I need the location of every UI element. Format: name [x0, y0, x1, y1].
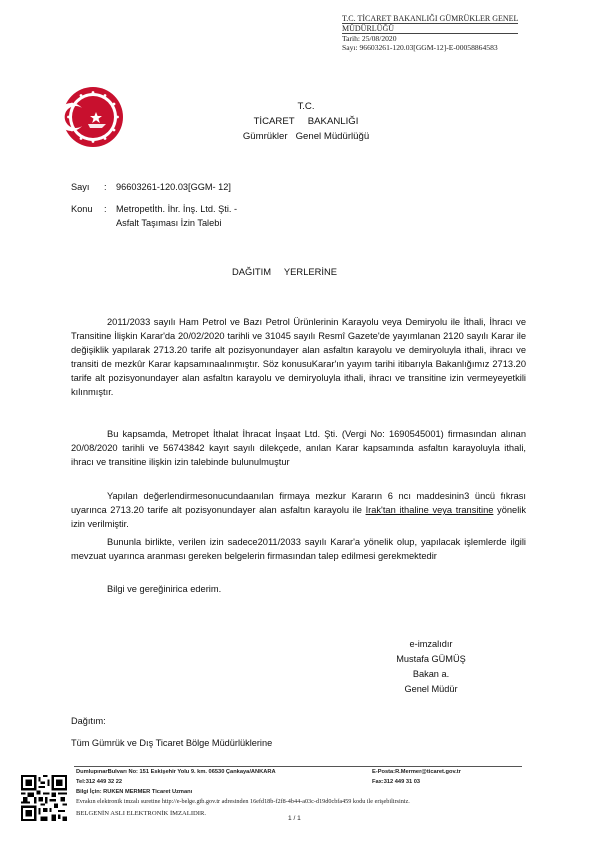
signature-block	[376, 637, 486, 697]
paragraph-3-underlined: Irak'tan ithaline veya transitine	[365, 505, 494, 515]
signature-name: Mustafa GÜMÜŞ	[396, 654, 466, 664]
signature-title: Genel Müdür	[404, 684, 458, 694]
signature-e-signed: e-imzalıdır	[409, 639, 453, 649]
distribution-title: DAĞITIM YERLERİNE	[232, 266, 338, 277]
paragraph-1: 2011/2033 sayılı Ham Petrol ve Bazı Petrol Ürünlerinin Karayolu veya Demiryolu ile İthali, İhracı ve Transitine İlişkin Karar'da 20/02/2020 tarihli ve 31045 sayılı Resmî Gazete'de yayımlanan 2120 sayılı Karar ile değişiklik yapılarak 2713.20 tarife alt pozisyonundayer alan asfaltın karayolu ve demiryoluyla ithali, ihracı ve transiti de mezkûr Karar kapsamınaalınmıştır. Söz konusuKarar'ın yayım tarihi itibarıyla Bakanlığımız 2713.20 tarife alt pozisyonundayer alan asfaltın karayolu ve demiryoluyla ithali, ihracı ve transitine izin vermeyeyetkili kılınmıştır.	[71, 317, 526, 397]
e-signature-stamp	[342, 14, 518, 52]
page-number: 1 / 1	[288, 815, 301, 822]
paragraph-2: Bu kapsamda, Metropet İthalat İhracat İnşaat Ltd. Şti. (Vergi No: 1690545001) firmasından alınan 20/08/2020 tarihli ve 56743842 kayıt sayılı dilekçede, anılan Karar kapsamında asfaltın karayoluyla ithali, ihracı ve transitine ilişkin izin talebinde bulunulmuştur	[71, 429, 526, 467]
sayi-label: Sayı	[71, 182, 90, 192]
ministry-logo-icon	[62, 86, 124, 148]
paragraph-3	[71, 489, 526, 531]
header-ministry: TİCARET BAKANLIĞI	[253, 116, 359, 127]
header-directorate: Gümrükler Genel Müdürlüğü	[242, 131, 370, 142]
paragraph-5: Bilgi ve gereğinirica ederim.	[107, 584, 222, 594]
stamp-line-1: T.C. TİCARET BAKANLIĞI GÜMRÜKLER GENEL	[342, 14, 519, 23]
stamp-number: Sayı: 96603261-120.03[GGM-12]-E-00058864583	[342, 43, 498, 52]
konu-value-line-1: Metropetİth. İhr. İnş. Ltd. Şti. -	[116, 204, 238, 214]
footer-original-note: BELGENİN ASLI ELEKTRONİK İMZALIDIR.	[76, 810, 207, 817]
footer-verification-link[interactable]: Evrakın elektronik imzalı suretine http://e-belge.gtb.gov.tr adresinden 16efd18b-f2f8-4b44-a03c-d19d0cbfa459 kodu ile erişebilirsiniz.	[76, 798, 410, 805]
stamp-line-2: MÜDÜRLÜĞÜ	[342, 24, 518, 34]
footer-phone: Tel:312 449 32 22	[76, 779, 123, 785]
distribution-label: Dağıtım:	[71, 716, 106, 726]
paragraph-3-text-b: yönelik izin verilmiştir.	[71, 505, 526, 529]
sayi-separator: :	[104, 182, 107, 192]
footer-fax: Fax:312 449 31 03	[372, 779, 421, 785]
signature-on-behalf: Bakan a.	[412, 669, 450, 679]
footer-email[interactable]: E-Posta:R.Mermer@ticaret.gov.tr	[372, 769, 461, 775]
konu-separator: :	[104, 204, 107, 214]
konu-value-line-2: Asfalt Taşıması İzin Talebi	[116, 218, 222, 228]
paragraph-3-text-a: Yapılan değerlendirmesonucundaanılan firmaya mezkur Kararın 6 ncı maddesinin3 üncü fıkrası uyarınca 2713.20 tarife alt pozisyonundayer alan asfaltın karayolu ile	[71, 491, 526, 515]
stamp-date: Tarih: 25/08/2020	[342, 34, 397, 43]
konu-label: Konu	[71, 204, 93, 214]
distribution-value: Tüm Gümrük ve Dış Ticaret Bölge Müdürlüklerine	[71, 738, 273, 748]
paragraph-4: Bununla birlikte, verilen izin sadece2011/2033 sayılı Karar'a yönelik olup, yapılacak işlemlerde ilgili mevzuat uyarınca aranması gereken belgelerin firmasından talep edilmesi gerekmektedir	[71, 537, 526, 561]
sayi-value: 96603261-120.03[GGM- 12]	[116, 182, 231, 192]
qr-code-icon[interactable]	[21, 775, 67, 821]
footer-contact: Bilgi İçin: RUKEN MERMER Ticaret Uzmanı	[76, 789, 193, 795]
footer-address: DumlupınarBulvarı No: 151 Eskişehir Yolu 9. km. 06530 Çankaya/ANKARA	[76, 769, 276, 775]
footer-divider	[74, 766, 522, 767]
header-tc: T.C.	[297, 101, 315, 112]
